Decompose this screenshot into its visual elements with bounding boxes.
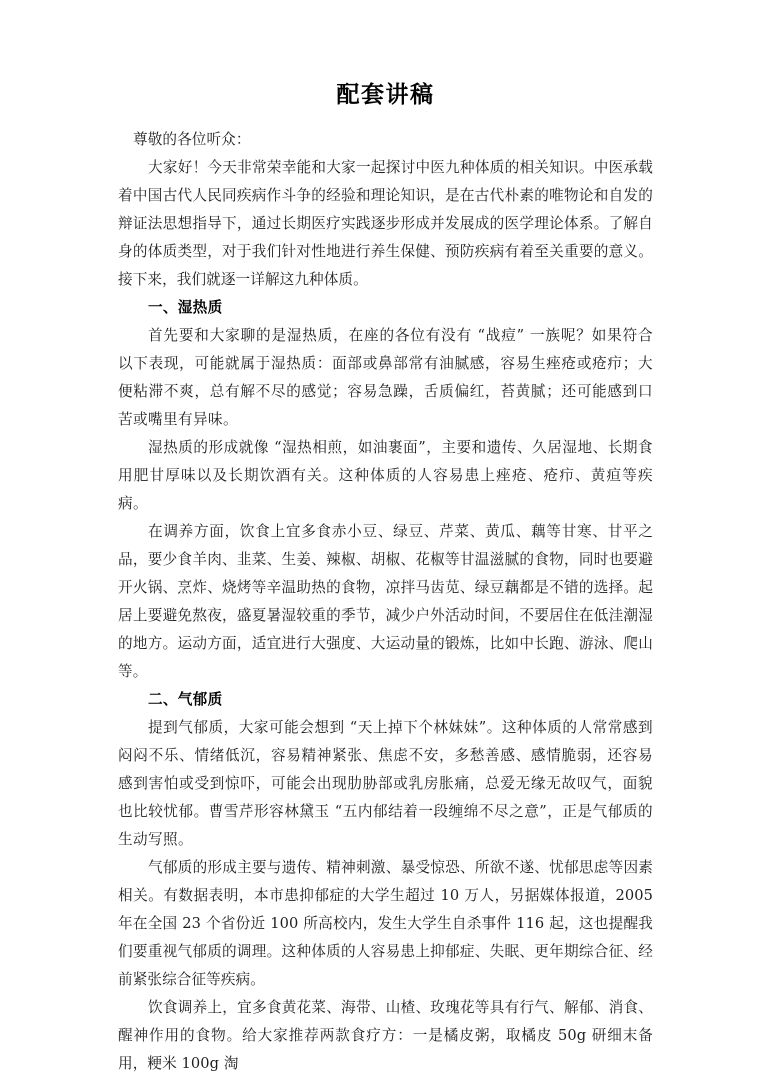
intro-paragraph: 大家好！今天非常荣幸能和大家一起探讨中医九种体质的相关知识。中医承载着中国古代人民同疾病作斗争的经验和理论知识，是在古代朴素的唯物论和自发的辩证法思想指导下，通过长期医疗实践逐步形成并发展成的医学理论体系。了解自身的体质类型，对于我们针对性地进行养生保健、预防疾病有着至关重要的意义。接下来，我们就逐一详解这九种体质。 (118, 159, 653, 288)
section-1-paragraph-1: 气郁质的形成主要与遗传、精神刺激、暴受惊恐、所欲不遂、忧郁思虑等因素相关。有数据表明，本市患抑郁症的大学生超过 10 万人，另据媒体报道，2005 年在全国 23 个省份近 100 所高校内，发生大学生自杀事件 116 起，这也提醒我们要重视气郁质的调理。这种体质的人容易患上抑郁症、失眠、更年期综合征、经前紧张综合征等疾病。 (118, 859, 653, 988)
section-heading-qiyuzhi: 二、气郁质 (148, 691, 223, 708)
section-0-paragraph-0: 首先要和大家聊的是湿热质，在座的各位有没有 “战痘” 一族呢？如果符合以下表现，可能就属于湿热质：面部或鼻部常有油腻感，容易生痤疮或疮疖；大便粘滞不爽，总有解不尽的感觉；容易急躁，舌质偏红，苔黄腻；还可能感到口苦或嘴里有异味。 (118, 327, 653, 428)
section-0-paragraph-1: 湿热质的形成就像 “湿热相煎，如油裹面”，主要和遗传、久居湿地、长期食用肥甘厚味以及长期饮酒有关。这种体质的人容易患上痤疮、疮疖、黄疸等疾病。 (118, 439, 653, 512)
section-1-paragraph-2: 饮食调养上，宜多食黄花菜、海带、山楂、玫瑰花等具有行气、解郁、消食、醒神作用的食物。给大家推荐两款食疗方：一是橘皮粥，取橘皮 50g 研细末备用，粳米 100g 淘 (118, 999, 653, 1072)
page-title: 配套讲稿 (336, 81, 435, 108)
salutation-paragraph: 尊敬的各位听众： (133, 131, 251, 148)
section-1-paragraph-0: 提到气郁质，大家可能会想到 “天上掉下个林妹妹”。这种体质的人常常感到闷闷不乐、情绪低沉，容易精神紧张、焦虑不安，多愁善感、感情脆弱，还容易感到害怕或受到惊吓，可能会出现肋胁部或乳房胀痛，总爱无缘无故叹气，面貌也比较忧郁。曹雪芹形容林黛玉 “五内郁结着一段缠绵不尽之意”，正是气郁质的生动写照。 (118, 719, 653, 848)
section-0-paragraph-2: 在调养方面，饮食上宜多食赤小豆、绿豆、芹菜、黄瓜、藕等甘寒、甘平之品，要少食羊肉、韭菜、生姜、辣椒、胡椒、花椒等甘温滋腻的食物，同时也要避开火锅、烹炸、烧烤等辛温助热的食物，凉拌马齿苋、绿豆藕都是不错的选择。起居上要避免熬夜，盛夏暑湿较重的季节，减少户外活动时间，不要居住在低洼潮湿的地方。运动方面，适宜进行大强度、大运动量的锻炼，比如中长跑、游泳、爬山等。 (118, 523, 653, 680)
section-heading-shirezhi: 一、湿热质 (148, 299, 223, 316)
